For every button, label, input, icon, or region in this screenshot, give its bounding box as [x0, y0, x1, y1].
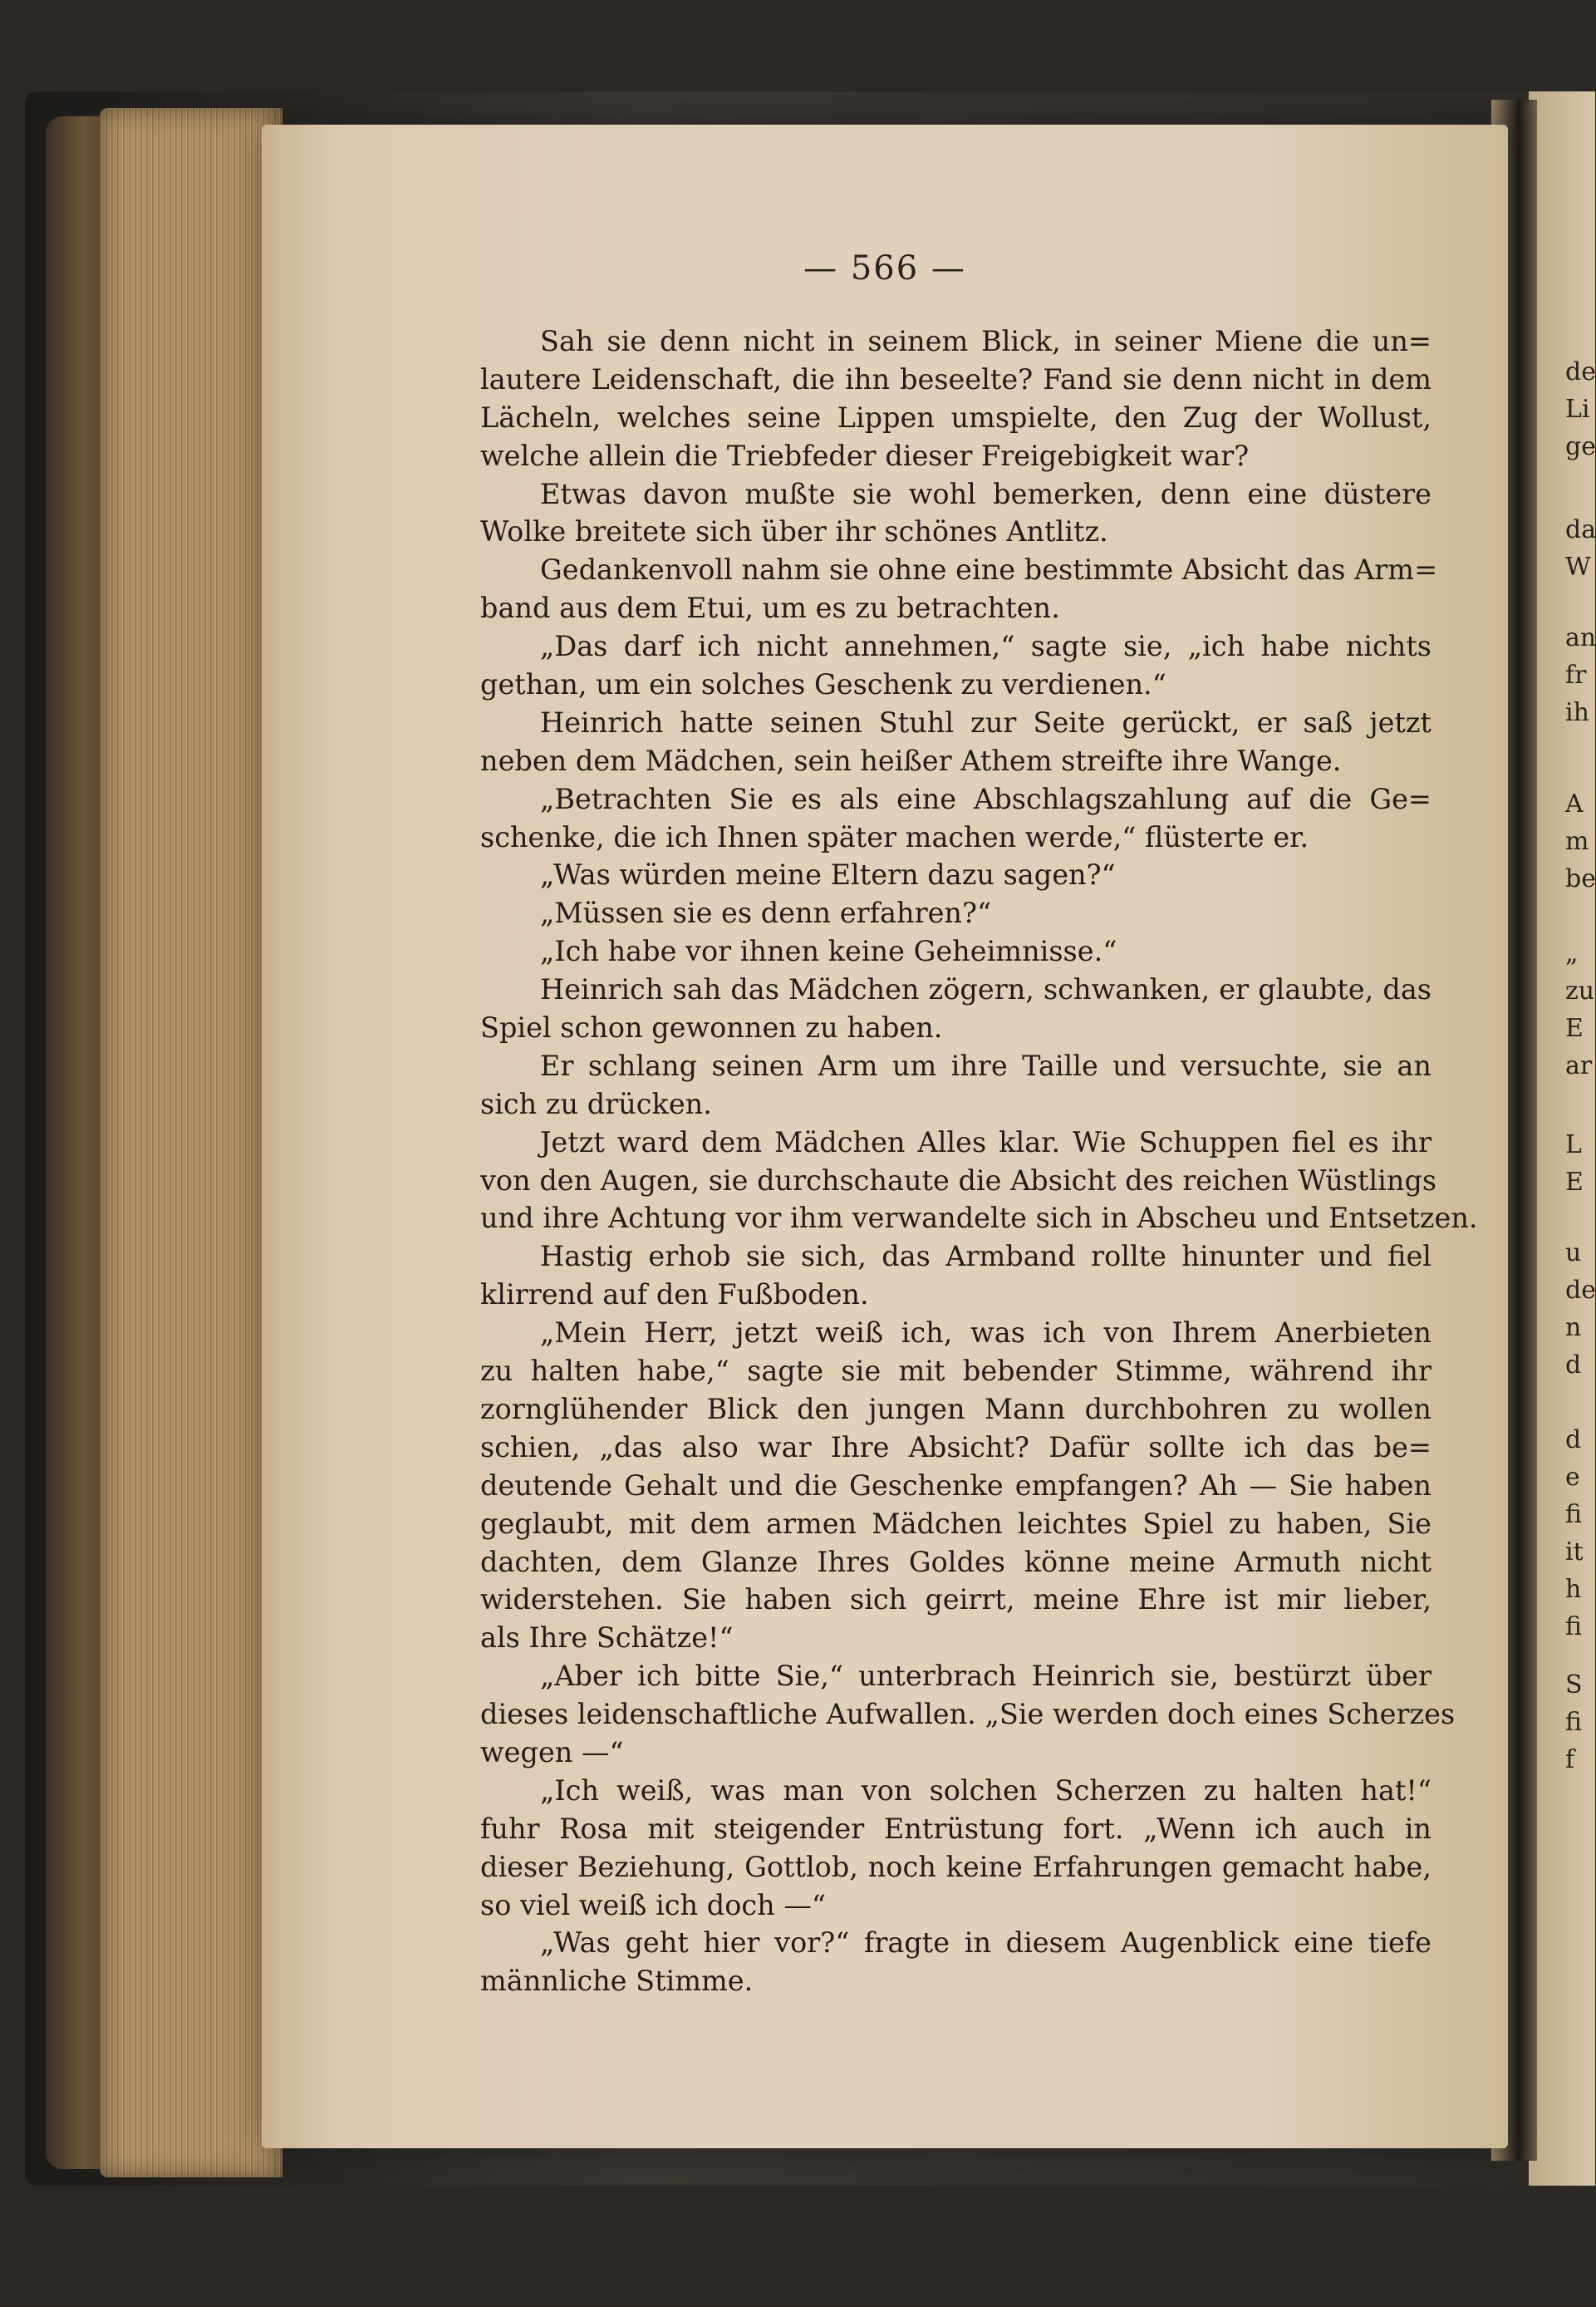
text-line: sich zu drücken.	[480, 1087, 712, 1120]
text-line: und ihre Achtung vor ihm verwandelte sich in Abscheu und Entsetzen.	[480, 1202, 1478, 1235]
facing-fragment: it	[1565, 1537, 1584, 1567]
text-line: wegen —“	[480, 1735, 624, 1768]
text-line: geglaubt, mit dem armen Mädchen leichtes Spiel zu haben, Sie	[480, 1507, 1431, 1540]
facing-fragment: E	[1565, 1014, 1584, 1043]
text-line: klirrend auf den Fußboden.	[480, 1278, 869, 1311]
facing-fragment: u	[1565, 1238, 1582, 1267]
text-line: Gedankenvoll nahm sie ohne eine bestimmte Absicht das Arm=	[540, 553, 1438, 587]
text-line: Lächeln, welches seine Lippen umspielte, den Zug der Wollust,	[480, 401, 1431, 434]
facing-fragment: ge	[1565, 432, 1596, 461]
text-line: „Was geht hier vor?“ fragte in diesem Augenblick eine tiefe	[540, 1926, 1431, 1960]
facing-fragment: be	[1565, 864, 1596, 893]
text-line: als Ihre Schätze!“	[480, 1621, 734, 1655]
text-line: Sah sie denn nicht in seinem Blick, in seiner Miene die un=	[540, 325, 1431, 357]
text-line: dieses leidenschaftliche Aufwallen. „Sie werden doch eines Scherzes	[480, 1698, 1456, 1731]
facing-fragment: A	[1565, 789, 1584, 819]
facing-fragment: e	[1565, 1463, 1580, 1492]
text-line: so viel weiß ich doch —“	[480, 1888, 827, 1921]
page-text	[480, 322, 1478, 2000]
text-line: zu halten habe,“ sagte sie mit bebender Stimme, während ihr	[480, 1355, 1431, 1388]
text-line: „Müssen sie es denn erfahren?“	[540, 897, 992, 930]
text-line: Hastig erhob sie sich, das Armband rollte hinunter und fiel	[540, 1240, 1431, 1273]
facing-fragment: m	[1565, 827, 1589, 856]
facing-fragment: E	[1565, 1168, 1584, 1197]
text-line: „Das darf ich nicht annehmen,“ sagte sie, „ich habe nichts	[540, 630, 1431, 663]
facing-fragment: n	[1565, 1313, 1582, 1342]
text-line: fuhr Rosa mit steigender Entrüstung fort. „Wenn ich auch in	[480, 1812, 1431, 1845]
text-line: deutende Gehalt und die Geschenke empfangen? Ah — Sie haben	[480, 1468, 1431, 1502]
facing-fragment: an	[1565, 623, 1596, 652]
text-line: zornglühender Blick den jungen Mann durchbohren zu wollen	[480, 1392, 1431, 1425]
facing-fragment: S	[1565, 1670, 1583, 1700]
facing-fragment: de	[1565, 357, 1596, 386]
text-line: Spiel schon gewonnen zu haben.	[480, 1011, 943, 1045]
text-line: dachten, dem Glanze Ihres Goldes könne meine Armuth nicht	[480, 1545, 1431, 1578]
facing-fragment: d	[1565, 1425, 1582, 1454]
facing-fragment: h	[1565, 1575, 1582, 1604]
text-line: welche allein die Triebfeder dieser Freigebigkeit war?	[480, 439, 1250, 472]
text-line: „Mein Herr, jetzt weiß ich, was ich von Ihrem Anerbieten	[540, 1316, 1431, 1350]
facing-fragment: L	[1565, 1130, 1582, 1159]
text-line: von den Augen, sie durchschaute die Absicht des reichen Wüstlings	[480, 1163, 1437, 1197]
facing-fragment: „	[1565, 939, 1579, 968]
text-line: neben dem Mädchen, sein heißer Athem streifte ihre Wange.	[480, 744, 1342, 777]
text-line: dieser Beziehung, Gottlob, noch keine Erfahrungen gemacht habe,	[480, 1850, 1431, 1883]
facing-fragment: fr	[1565, 661, 1587, 690]
page-edges	[100, 108, 282, 2177]
text-line: Heinrich sah das Mädchen zögern, schwanken, er glaubte, das	[540, 973, 1431, 1006]
text-line: Etwas davon mußte sie wohl bemerken, denn eine düstere	[540, 477, 1431, 510]
text-line: gethan, um ein solches Geschenk zu verdienen.“	[480, 668, 1166, 701]
facing-fragment: Li	[1565, 395, 1590, 424]
facing-fragment: f	[1565, 1745, 1575, 1774]
text-line: lautere Leidenschaft, die ihn beseelte? Fand sie denn nicht in dem	[480, 362, 1431, 396]
text-line: männliche Stimme.	[480, 1965, 754, 1998]
text-line: Er schlang seinen Arm um ihre Taille und versuchte, sie an	[540, 1049, 1431, 1082]
text-line: „Aber ich bitte Sie,“ unterbrach Heinrich sie, bestürzt über	[540, 1660, 1431, 1693]
text-line: schien, „das also war Ihre Absicht? Dafür sollte ich das be=	[480, 1430, 1431, 1463]
text-line: band aus dem Etui, um es zu betrachten.	[480, 592, 1060, 625]
text-line: „Was würden meine Eltern dazu sagen?“	[540, 858, 1116, 892]
text-line: „Betrachten Sie es als eine Abschlagszahlung auf die Ge=	[540, 782, 1431, 815]
facing-fragment: da	[1565, 515, 1596, 544]
facing-fragment: ar	[1565, 1051, 1593, 1080]
facing-fragment: d	[1565, 1350, 1582, 1380]
text-line: „Ich habe vor ihnen keine Geheimnisse.“	[540, 935, 1117, 968]
facing-fragment: fi	[1565, 1612, 1583, 1641]
text-line: widerstehen. Sie haben sich geirrt, meine Ehre ist mir lieber,	[480, 1583, 1431, 1616]
facing-fragment: de	[1565, 1276, 1596, 1305]
text-line: Jetzt ward dem Mädchen Alles klar. Wie Schuppen fiel es ihr	[540, 1125, 1431, 1158]
facing-fragment: ih	[1565, 698, 1589, 727]
facing-fragment: fi	[1565, 1708, 1583, 1737]
facing-fragment: zu	[1565, 976, 1595, 1006]
facing-fragment: W	[1565, 553, 1591, 582]
text-line: „Ich weiß, was man von solchen Scherzen zu halten hat!“	[540, 1773, 1431, 1807]
text-line: schenke, die ich Ihnen später machen werde,“ flüsterte er.	[480, 820, 1309, 853]
text-line: Wolke breitete sich über ihr schönes Antlitz.	[480, 515, 1108, 548]
page-number: — 566 —	[803, 249, 966, 288]
text-line: Heinrich hatte seinen Stuhl zur Seite gerückt, er saß jetzt	[540, 706, 1431, 739]
facing-fragment: fi	[1565, 1500, 1583, 1529]
